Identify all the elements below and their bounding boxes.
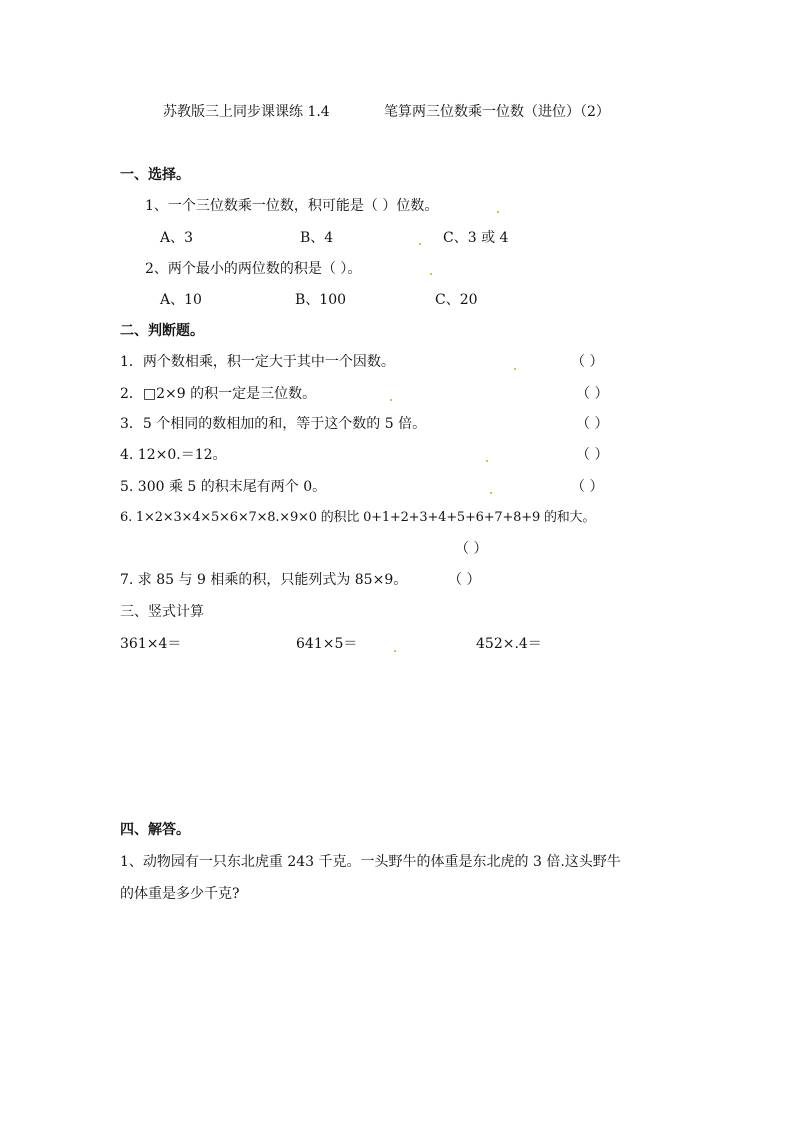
judge-item-2-text: 2．□2×9 的积一定是三位数。	[120, 386, 317, 402]
section1-q1-option-c: C、3 或 4	[443, 230, 509, 246]
calc-problem-2: 641×5＝	[296, 636, 358, 652]
judge-item-3-text: 3．5 个相同的数相加的和，等于这个数的 5 倍。	[120, 416, 427, 432]
judge-item-3-paren: （ ）	[576, 416, 609, 432]
section3-heading: 三、竖式计算	[120, 604, 204, 620]
speck-mark	[490, 492, 492, 494]
section1-q2-option-b: B、100	[295, 292, 347, 308]
section2-heading: 二、判断题。	[120, 323, 204, 339]
section1-heading: 一、选择。	[120, 167, 190, 183]
speck-mark	[514, 368, 516, 370]
calc-problem-3: 452×.4＝	[476, 636, 542, 652]
judge-item-1-text: 1．两个数相乘，积一定大于其中一个因数。	[120, 354, 395, 370]
judge-item-6-paren: （ ）	[455, 541, 488, 557]
speck-mark	[497, 211, 499, 213]
section1-q2-text: 2、两个最小的两位数的积是（ ）。	[145, 261, 362, 277]
section4-q1-line1: 1、动物园有一只东北虎重 243 千克。一头野牛的体重是东北虎的 3 倍.这头野牛	[120, 854, 621, 870]
judge-item-4-text: 4. 12×0.＝12。	[120, 447, 227, 463]
judge-item-7-paren: （ ）	[448, 572, 481, 588]
section1-q2-option-a: A、10	[160, 292, 202, 308]
judge-item-7-text: 7. 求 85 与 9 相乘的积，只能列式为 85×9。	[120, 572, 408, 588]
speck-mark	[486, 460, 488, 462]
judge-item-1-paren: （ ）	[571, 354, 604, 370]
speck-mark	[394, 650, 396, 652]
section4-q1-line2: 的体重是多少千克?	[120, 886, 240, 902]
judge-item-4-paren: （ ）	[576, 447, 609, 463]
section1-q1-text: 1、一个三位数乘一位数，积可能是（ ）位数。	[145, 198, 439, 214]
speck-mark	[419, 243, 421, 245]
speck-mark	[430, 273, 432, 275]
speck-mark	[390, 399, 392, 401]
title-right: 笔算两三位数乘一位数（进位）（2）	[384, 104, 610, 120]
section1-q1-option-a: A、3	[160, 230, 194, 246]
title-left: 苏教版三上同步课课练 1.4	[163, 104, 330, 120]
calc-problem-1: 361×4＝	[120, 636, 182, 652]
judge-item-6-text: 6. 1×2×3×4×5×6×7×8.×9×0 的积比 0+1+2+3+4+5+6+7+8+9 的和大。	[120, 510, 596, 525]
judge-item-2-paren: （ ）	[576, 386, 609, 402]
section1-q1-option-b: B、4	[300, 230, 334, 246]
section1-q2-option-c: C、20	[435, 292, 478, 308]
section4-heading: 四、解答。	[120, 822, 190, 838]
judge-item-5-text: 5. 300 乘 5 的积末尾有两个 0。	[120, 479, 327, 495]
judge-item-5-paren: （ ）	[571, 479, 604, 495]
